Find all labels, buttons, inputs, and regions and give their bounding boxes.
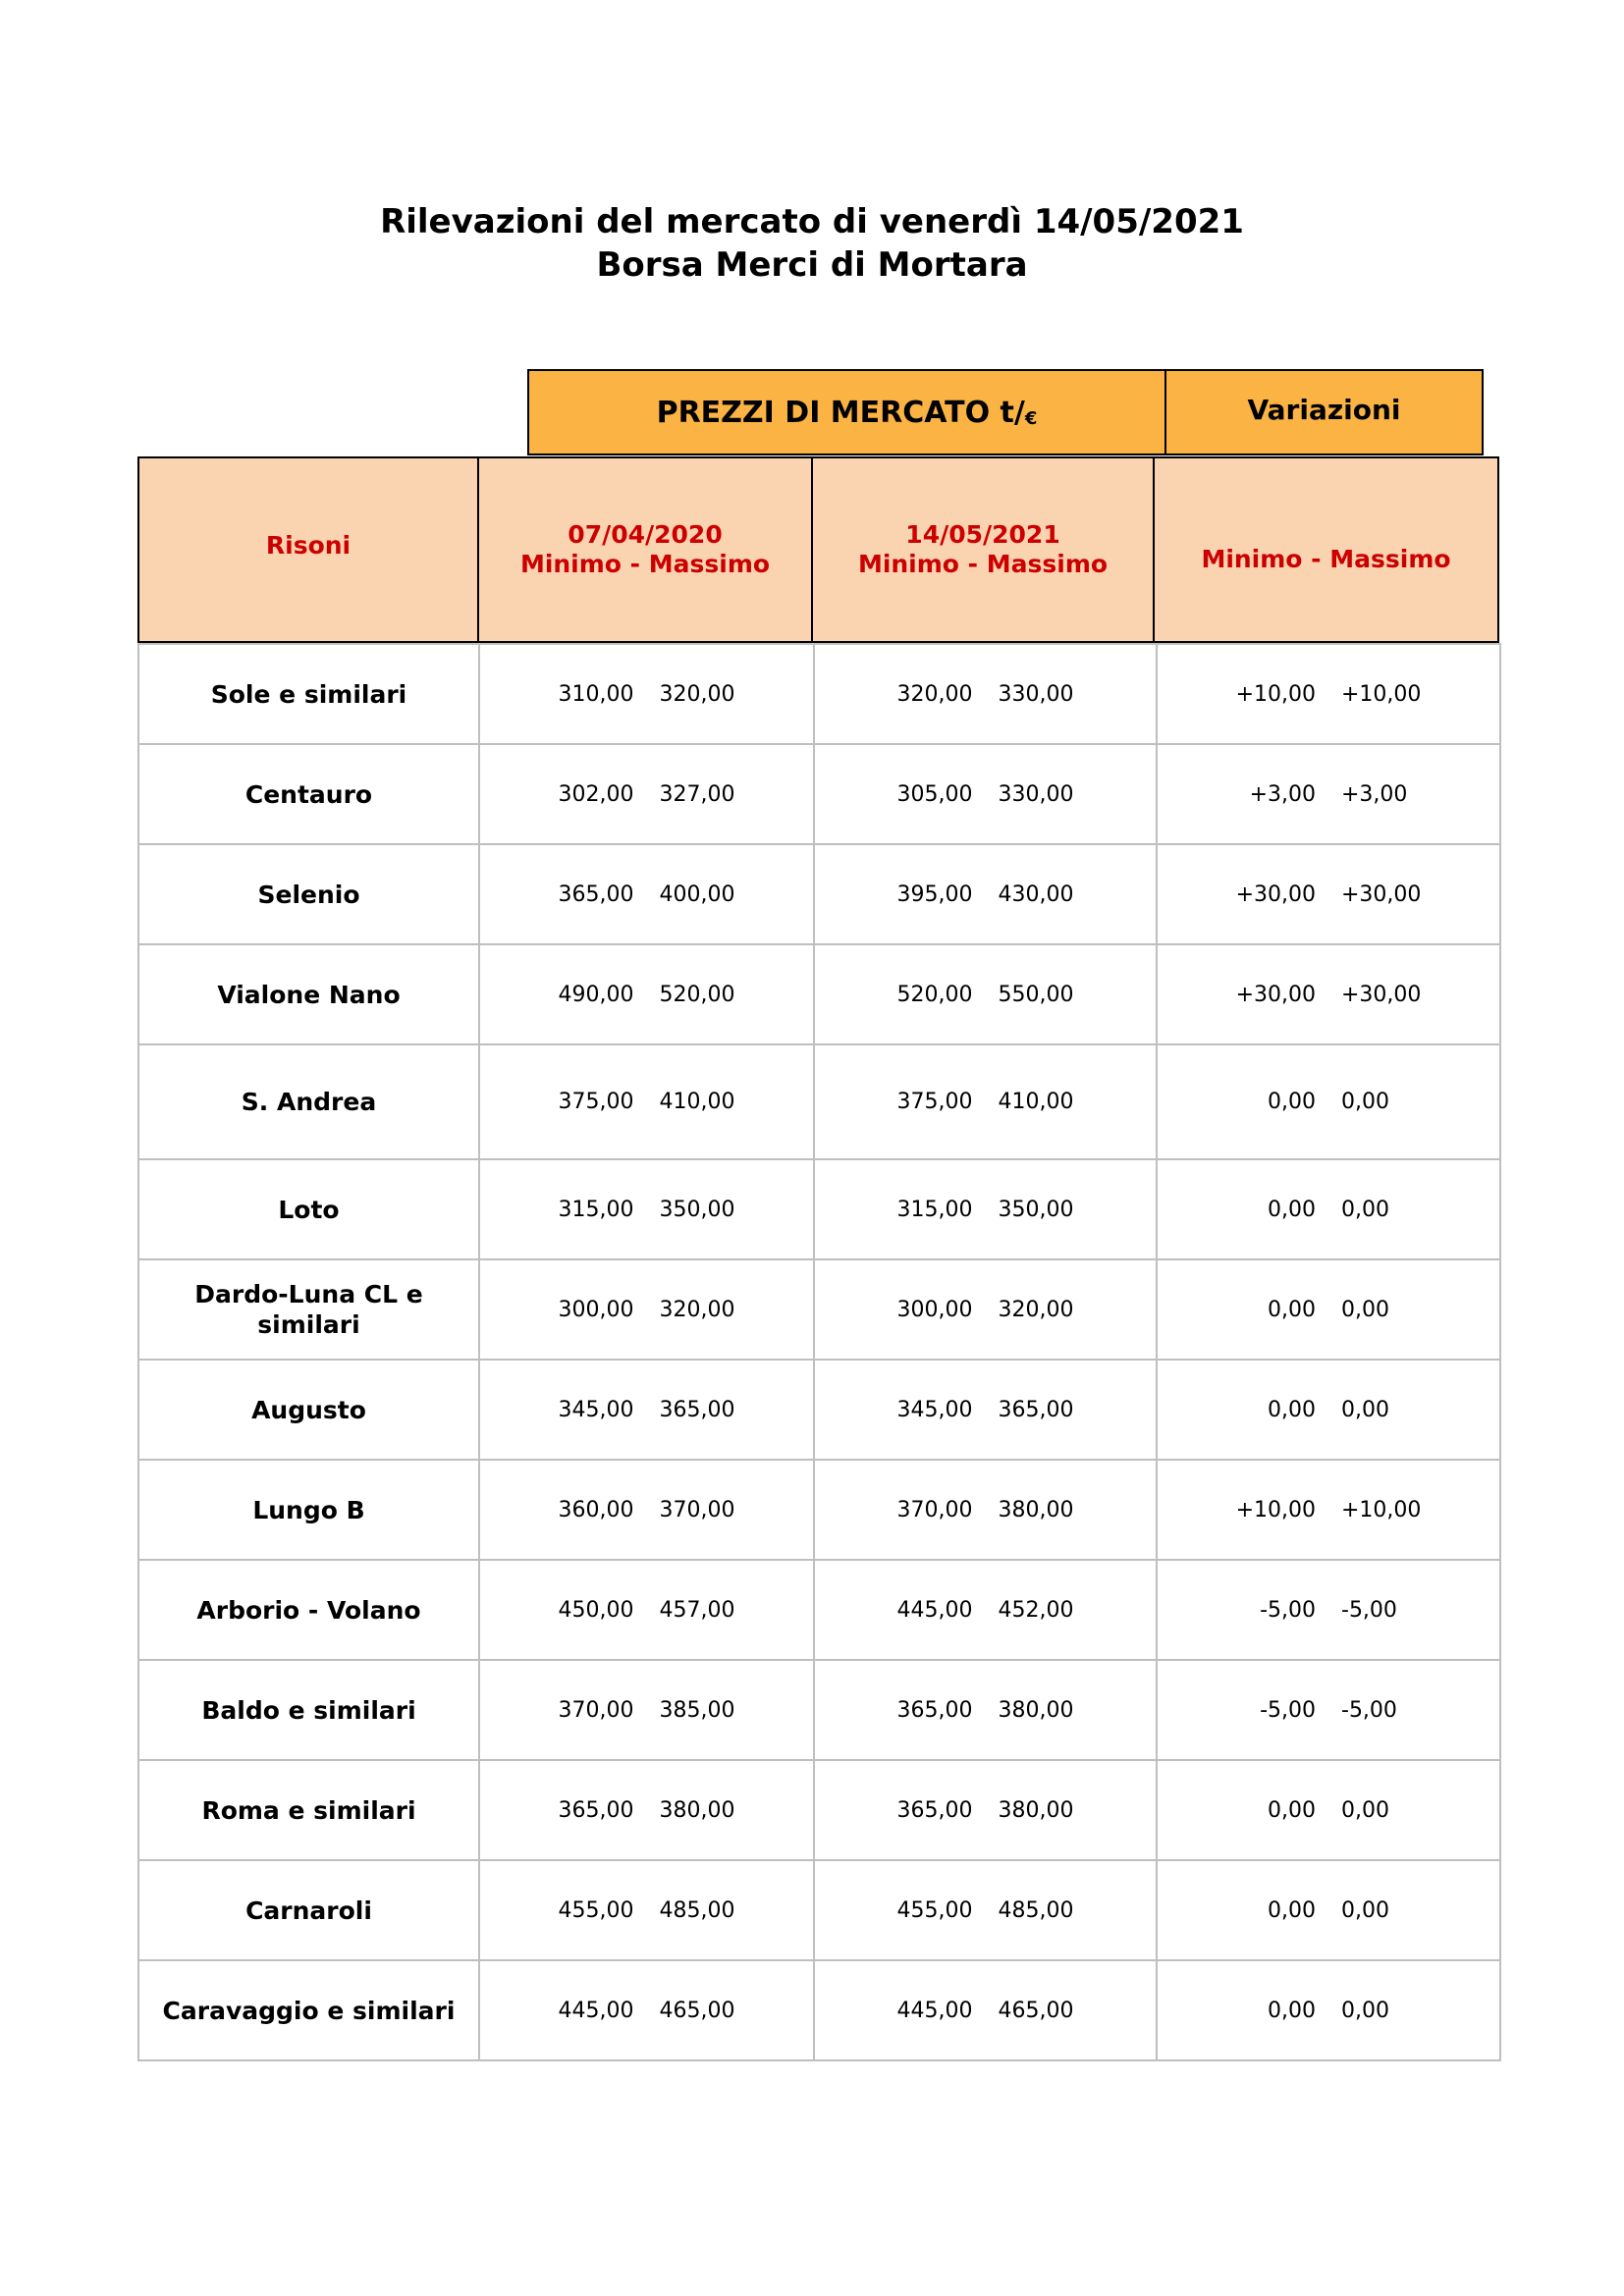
variation-cell [1157, 1560, 1500, 1660]
previous-price-cell [479, 1960, 814, 2060]
current-price-min: 315,00 [896, 1197, 973, 1222]
header-risoni [139, 458, 479, 641]
rice-variety-name: Lungo B [138, 1460, 479, 1560]
variation-min: +10,00 [1235, 1497, 1316, 1522]
current-price-cell [814, 1259, 1157, 1360]
header-risoni-label: Risoni [265, 531, 352, 560]
table-row [138, 1159, 1500, 1259]
current-price-max: 550,00 [998, 982, 1074, 1007]
current-price-min: 520,00 [896, 982, 973, 1007]
variation-min: -5,00 [1260, 1597, 1316, 1623]
previous-price-cell [479, 1259, 814, 1360]
page-title: Rilevazioni del mercato di venerdì 14/05/2021 [380, 202, 1244, 241]
current-price-min: 300,00 [896, 1297, 973, 1322]
variation-min: +10,00 [1235, 681, 1316, 707]
variation-min: 0,00 [1268, 1297, 1316, 1322]
variation-cell [1157, 1460, 1500, 1560]
current-price-cell [814, 944, 1157, 1044]
current-price-min: 345,00 [896, 1397, 973, 1422]
current-price-cell [814, 1860, 1157, 1960]
previous-price-max: 365,00 [659, 1397, 735, 1422]
header-previous-prices [479, 458, 813, 641]
current-price-cell [814, 1660, 1157, 1760]
variation-max: +30,00 [1341, 881, 1422, 907]
previous-price-max: 320,00 [659, 1297, 735, 1322]
current-price-max: 430,00 [998, 881, 1074, 907]
previous-price-min: 300,00 [558, 1297, 634, 1322]
current-price-cell [814, 1460, 1157, 1560]
previous-price-min: 345,00 [558, 1397, 634, 1422]
previous-price-cell [479, 1360, 814, 1460]
current-price-min: 370,00 [896, 1497, 973, 1522]
variation-cell [1157, 944, 1500, 1044]
variation-min: 0,00 [1268, 1797, 1316, 1823]
table-row [138, 1259, 1500, 1360]
variation-max: +10,00 [1341, 1497, 1422, 1522]
table-row [138, 644, 1500, 744]
previous-price-min: 360,00 [558, 1497, 634, 1522]
variation-min: 0,00 [1268, 1897, 1316, 1923]
previous-price-cell [479, 1860, 814, 1960]
header-current-range: Minimo - Massimo [857, 550, 1109, 578]
rice-variety-name: Carnaroli [138, 1860, 479, 1960]
previous-price-min: 365,00 [558, 881, 634, 907]
variation-min: +30,00 [1235, 982, 1316, 1007]
variation-min: 0,00 [1268, 1197, 1316, 1222]
rice-variety-name: Vialone Nano [138, 944, 479, 1044]
previous-price-min: 315,00 [558, 1197, 634, 1222]
current-price-max: 410,00 [998, 1090, 1074, 1114]
table-row [138, 1460, 1500, 1560]
previous-price-min: 365,00 [558, 1797, 634, 1823]
previous-price-max: 380,00 [659, 1797, 735, 1823]
page-subtitle: Borsa Merci di Mortara [596, 245, 1028, 285]
previous-price-cell [479, 644, 814, 744]
variation-max: 0,00 [1341, 1998, 1389, 2023]
variation-max: 0,00 [1341, 1090, 1389, 1114]
variation-cell [1157, 844, 1500, 944]
current-price-max: 330,00 [998, 781, 1074, 807]
table-row [138, 1360, 1500, 1460]
prices-table-body [138, 644, 1500, 2060]
current-price-min: 375,00 [896, 1090, 973, 1114]
header-previous-date: 07/04/2020 [568, 520, 723, 549]
header-current-prices [813, 458, 1155, 641]
previous-price-max: 370,00 [659, 1497, 735, 1522]
previous-price-max: 410,00 [659, 1090, 735, 1114]
variation-max: 0,00 [1341, 1797, 1389, 1823]
previous-price-cell [479, 1660, 814, 1760]
current-price-max: 320,00 [998, 1297, 1074, 1322]
variation-cell [1157, 1159, 1500, 1259]
current-price-min: 365,00 [896, 1697, 973, 1723]
previous-price-cell [479, 744, 814, 844]
header-variations [1155, 458, 1497, 641]
previous-price-cell [479, 1159, 814, 1259]
previous-price-min: 370,00 [558, 1697, 634, 1723]
variation-cell [1157, 1259, 1500, 1360]
table-header [137, 456, 1499, 643]
rice-variety-name: Centauro [138, 744, 479, 844]
variation-min: +30,00 [1235, 881, 1316, 907]
variation-max: 0,00 [1341, 1897, 1389, 1923]
table-row [138, 944, 1500, 1044]
current-price-cell [814, 1044, 1157, 1159]
variation-max: +10,00 [1341, 681, 1422, 707]
current-price-min: 365,00 [896, 1797, 973, 1823]
previous-price-max: 465,00 [659, 1998, 735, 2023]
previous-price-max: 385,00 [659, 1697, 735, 1723]
currency-unit: € [1024, 407, 1038, 429]
previous-price-cell [479, 1760, 814, 1860]
current-price-max: 365,00 [998, 1397, 1074, 1422]
table-row [138, 1560, 1500, 1660]
previous-price-min: 445,00 [558, 1998, 634, 2023]
rice-variety-name: Dardo-Luna CL e similari [138, 1259, 479, 1360]
variation-cell [1157, 744, 1500, 844]
current-price-max: 350,00 [998, 1197, 1074, 1222]
previous-price-cell [479, 944, 814, 1044]
variation-min: 0,00 [1268, 1090, 1316, 1114]
prices-table [137, 643, 1501, 2061]
previous-price-min: 310,00 [558, 681, 634, 707]
rice-variety-name: S. Andrea [138, 1044, 479, 1159]
previous-price-cell [479, 1460, 814, 1560]
header-variations-range: Minimo - Massimo [1201, 545, 1451, 573]
rice-variety-name: Sole e similari [138, 644, 479, 744]
previous-price-min: 302,00 [558, 781, 634, 807]
variation-max: -5,00 [1341, 1697, 1397, 1723]
current-price-min: 320,00 [896, 681, 973, 707]
previous-price-max: 485,00 [659, 1897, 735, 1923]
rice-variety-name: Baldo e similari [138, 1660, 479, 1760]
table-row [138, 1860, 1500, 1960]
variation-cell [1157, 644, 1500, 744]
current-price-min: 395,00 [896, 881, 973, 907]
variation-max: 0,00 [1341, 1297, 1389, 1322]
rice-variety-name: Caravaggio e similari [138, 1960, 479, 2060]
table-row [138, 1044, 1500, 1159]
previous-price-min: 490,00 [558, 982, 634, 1007]
current-price-cell [814, 1760, 1157, 1860]
variation-min: 0,00 [1268, 1397, 1316, 1422]
rice-variety-name: Augusto [138, 1360, 479, 1460]
variation-max: +3,00 [1341, 781, 1408, 807]
current-price-max: 485,00 [998, 1897, 1074, 1923]
variation-max: +30,00 [1341, 982, 1422, 1007]
variation-min: -5,00 [1260, 1697, 1316, 1723]
variation-min: 0,00 [1268, 1998, 1316, 2023]
previous-price-max: 350,00 [659, 1197, 735, 1222]
table-row [138, 1960, 1500, 2060]
variation-cell [1157, 1960, 1500, 2060]
current-price-min: 305,00 [896, 781, 973, 807]
previous-price-min: 375,00 [558, 1090, 634, 1114]
current-price-min: 445,00 [896, 1597, 973, 1623]
current-price-max: 452,00 [998, 1597, 1074, 1623]
current-price-cell [814, 1960, 1157, 2060]
current-price-min: 455,00 [896, 1897, 973, 1923]
variation-cell [1157, 1660, 1500, 1760]
rice-variety-name: Loto [138, 1159, 479, 1259]
previous-price-max: 520,00 [659, 982, 735, 1007]
variation-cell [1157, 1044, 1500, 1159]
previous-price-cell [479, 1044, 814, 1159]
table-row [138, 744, 1500, 844]
current-price-cell [814, 844, 1157, 944]
previous-price-min: 450,00 [558, 1597, 634, 1623]
variation-cell [1157, 1860, 1500, 1960]
table-row [138, 844, 1500, 944]
rice-variety-name: Selenio [138, 844, 479, 944]
variation-max: 0,00 [1341, 1397, 1389, 1422]
rice-variety-name: Roma e similari [138, 1760, 479, 1860]
current-price-max: 330,00 [998, 681, 1074, 707]
previous-price-cell [479, 844, 814, 944]
previous-price-max: 457,00 [659, 1597, 735, 1623]
variation-max: -5,00 [1341, 1597, 1397, 1623]
previous-price-max: 400,00 [659, 881, 735, 907]
current-price-max: 380,00 [998, 1497, 1074, 1522]
current-price-cell [814, 1159, 1157, 1259]
current-price-cell [814, 1360, 1157, 1460]
market-prices-band [527, 369, 1166, 455]
previous-price-cell [479, 1560, 814, 1660]
table-row [138, 1760, 1500, 1860]
current-price-max: 380,00 [998, 1697, 1074, 1723]
previous-price-min: 455,00 [558, 1897, 634, 1923]
rice-variety-name: Arborio - Volano [138, 1560, 479, 1660]
current-price-cell [814, 744, 1157, 844]
previous-price-max: 320,00 [659, 681, 735, 707]
current-price-cell [814, 644, 1157, 744]
current-price-max: 380,00 [998, 1797, 1074, 1823]
variation-min: +3,00 [1249, 781, 1316, 807]
variation-cell [1157, 1360, 1500, 1460]
market-prices-label: PREZZI DI MERCATO t/ [656, 395, 1025, 430]
header-current-date: 14/05/2021 [905, 520, 1060, 549]
variations-band: Variazioni [1164, 369, 1484, 455]
table-row [138, 1660, 1500, 1760]
current-price-cell [814, 1560, 1157, 1660]
current-price-max: 465,00 [998, 1998, 1074, 2023]
previous-price-max: 327,00 [659, 781, 735, 807]
header-previous-range: Minimo - Massimo [519, 550, 771, 578]
variation-max: 0,00 [1341, 1197, 1389, 1222]
variation-cell [1157, 1760, 1500, 1860]
current-price-min: 445,00 [896, 1998, 973, 2023]
